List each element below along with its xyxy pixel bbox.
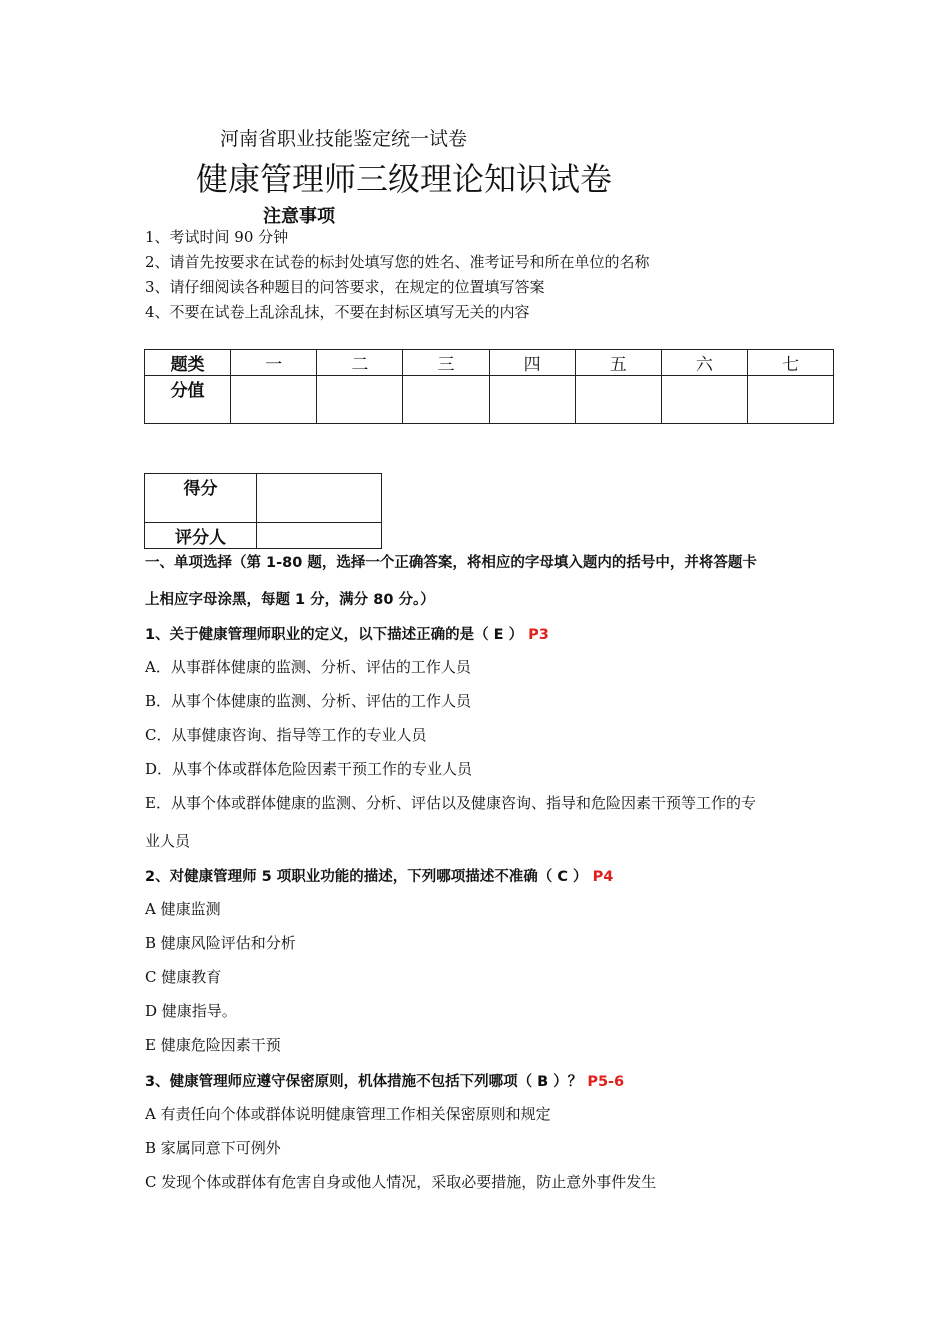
notice-item: 3、请仔细阅读各种题目的问答要求，在规定的位置填写答案: [145, 278, 545, 296]
score-cell: [747, 376, 833, 424]
row-label-value: 分值: [145, 376, 231, 424]
score-cell: [661, 376, 747, 424]
answer-option: E 健康危险因素干预: [145, 1036, 281, 1054]
answer-option: C．从事健康咨询、指导等工作的专业人员: [145, 726, 427, 744]
column-header: 六: [661, 350, 747, 376]
column-header: 三: [403, 350, 489, 376]
answer-option: D 健康指导。: [145, 1002, 237, 1020]
column-header: 五: [575, 350, 661, 376]
answer-option: B．从事个体健康的监测、分析、评估的工作人员: [145, 692, 472, 710]
score-cell: [489, 376, 575, 424]
answer-option: A 有责任向个体或群体说明健康管理工作相关保密原则和规定: [145, 1105, 551, 1123]
column-header: 七: [747, 350, 833, 376]
answer-option: E．从事个体或群体健康的监测、分析、评估以及健康咨询、指导和危险因素干预等工作的专: [145, 794, 756, 812]
section-instructions: 一、单项选择（第 1-80 题，选择一个正确答案，将相应的字母填入题内的括号中，并将答题卡: [145, 555, 757, 571]
page-reference: P3: [528, 627, 549, 643]
question-stem: [145, 865, 613, 886]
grader-label: 评分人: [145, 523, 257, 549]
answer-option: D．从事个体或群体危险因素干预工作的专业人员: [145, 760, 473, 778]
page-reference: P5-6: [587, 1074, 625, 1090]
score-cell: [231, 376, 317, 424]
question-stem: [145, 1070, 624, 1091]
grader-table: [144, 473, 382, 549]
score-cell: [317, 376, 403, 424]
notice-item: 1、考试时间 90 分钟: [145, 228, 289, 246]
answer-option: A．从事群体健康的监测、分析、评估的工作人员: [145, 658, 471, 676]
answer-option: C 发现个体或群体有危害自身或他人情况，采取必要措施，防止意外事件发生: [145, 1173, 657, 1191]
score-field: [257, 474, 382, 523]
grader-field: [257, 523, 382, 549]
score-summary-table: [144, 349, 834, 424]
answer-option: B 健康风险评估和分析: [145, 934, 296, 952]
notice-item: 2、请首先按要求在试卷的标封处填写您的姓名、准考证号和所在单位的名称: [145, 253, 650, 271]
answer-option: 业人员: [145, 832, 191, 850]
question-text: 2、对健康管理师 5 项职业功能的描述，下列哪项描述不准确（ C ）: [145, 869, 588, 885]
question-stem: [145, 623, 549, 644]
row-label-type: 题类: [145, 350, 231, 376]
question-text: 1、关于健康管理师职业的定义，以下描述正确的是（ E ）: [145, 627, 524, 643]
page-reference: P4: [592, 869, 614, 885]
score-cell: [575, 376, 661, 424]
notice-heading: 注意事项: [263, 206, 335, 227]
column-header: 一: [231, 350, 317, 376]
answer-option: B 家属同意下可例外: [145, 1139, 281, 1157]
exam-title: 健康管理师三级理论知识试卷: [196, 160, 613, 198]
exam-supertitle: 河南省职业技能鉴定统一试卷: [220, 128, 468, 150]
question-text: 3、健康管理师应遵守保密原则，机体措施不包括下列哪项（ B ）？: [145, 1074, 583, 1090]
column-header: 四: [489, 350, 575, 376]
section-instructions: 上相应字母涂黑，每题 1 分，满分 80 分。）: [145, 592, 435, 608]
score-label: 得分: [145, 474, 257, 523]
notice-item: 4、不要在试卷上乱涂乱抹，不要在封标区填写无关的内容: [145, 303, 530, 321]
score-cell: [403, 376, 489, 424]
answer-option: C 健康教育: [145, 968, 222, 986]
column-header: 二: [317, 350, 403, 376]
answer-option: A 健康监测: [145, 900, 221, 918]
